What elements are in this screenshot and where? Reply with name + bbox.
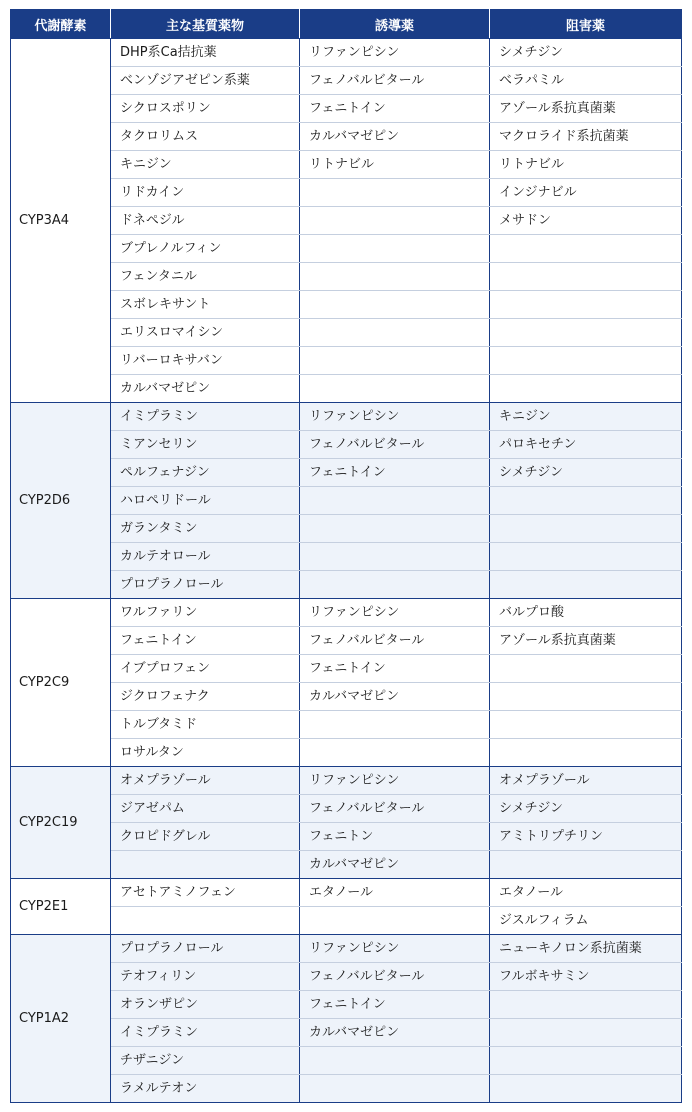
substrate-cell: ミアンセリン xyxy=(111,431,300,459)
table-row xyxy=(11,935,682,963)
table-row xyxy=(11,291,682,319)
inducer-cell: フェノバルビタール xyxy=(300,431,490,459)
inducer-cell xyxy=(300,179,490,207)
substrate-cell: オメプラゾール xyxy=(111,767,300,795)
substrate-cell: ジクロフェナク xyxy=(111,683,300,711)
inhibitor-cell: シメチジン xyxy=(490,459,682,487)
inhibitor-cell xyxy=(490,543,682,571)
inhibitor-cell xyxy=(490,235,682,263)
inducer-cell: リファンピシン xyxy=(300,767,490,795)
enzyme-name: CYP1A2 xyxy=(11,935,111,1103)
enzyme-group-cyp3a4 xyxy=(11,39,682,403)
inhibitor-cell: エタノール xyxy=(490,879,682,907)
substrate-cell: ロサルタン xyxy=(111,739,300,767)
inhibitor-cell xyxy=(490,711,682,739)
inhibitor-cell: リトナビル xyxy=(490,151,682,179)
substrate-cell: リドカイン xyxy=(111,179,300,207)
table-row xyxy=(11,403,682,431)
inducer-cell: フェノバルビタール xyxy=(300,795,490,823)
inhibitor-cell: アゾール系抗真菌薬 xyxy=(490,627,682,655)
inducer-cell: フェニトイン xyxy=(300,655,490,683)
inhibitor-cell xyxy=(490,347,682,375)
inhibitor-cell: フルボキサミン xyxy=(490,963,682,991)
table-row xyxy=(11,1047,682,1075)
inducer-cell xyxy=(300,263,490,291)
table-row xyxy=(11,823,682,851)
inducer-cell xyxy=(300,711,490,739)
substrate-cell: イミプラミン xyxy=(111,1019,300,1047)
substrate-cell: イブプロフェン xyxy=(111,655,300,683)
inhibitor-cell: シメチジン xyxy=(490,39,682,67)
inducer-cell: フェニトイン xyxy=(300,991,490,1019)
enzyme-group-cyp2d6 xyxy=(11,403,682,599)
table-row xyxy=(11,767,682,795)
inhibitor-cell xyxy=(490,291,682,319)
table-row xyxy=(11,39,682,67)
inhibitor-cell xyxy=(490,739,682,767)
cyp-enzyme-table xyxy=(10,9,682,1103)
inducer-cell: フェニトイン xyxy=(300,95,490,123)
inducer-cell xyxy=(300,487,490,515)
inhibitor-cell xyxy=(490,655,682,683)
table-row xyxy=(11,1019,682,1047)
table-row xyxy=(11,879,682,907)
substrate-cell: ブプレノルフィン xyxy=(111,235,300,263)
table-row xyxy=(11,963,682,991)
table-row xyxy=(11,711,682,739)
enzyme-name: CYP2E1 xyxy=(11,879,111,935)
substrate-cell: エリスロマイシン xyxy=(111,319,300,347)
inducer-cell xyxy=(300,1047,490,1075)
inducer-cell: フェノバルビタール xyxy=(300,67,490,95)
substrate-cell: プロプラノロール xyxy=(111,935,300,963)
inducer-cell xyxy=(300,739,490,767)
substrate-cell: フェニトイン xyxy=(111,627,300,655)
enzyme-name: CYP2D6 xyxy=(11,403,111,599)
inhibitor-cell xyxy=(490,515,682,543)
substrate-cell: カルテオロール xyxy=(111,543,300,571)
table-row xyxy=(11,515,682,543)
substrate-cell: テオフィリン xyxy=(111,963,300,991)
inducer-cell xyxy=(300,907,490,935)
inducer-cell xyxy=(300,319,490,347)
inhibitor-cell xyxy=(490,263,682,291)
substrate-cell: チザニジン xyxy=(111,1047,300,1075)
inducer-cell xyxy=(300,571,490,599)
inhibitor-cell xyxy=(490,1075,682,1103)
inducer-cell xyxy=(300,291,490,319)
inducer-cell xyxy=(300,515,490,543)
header-inducers: 誘導薬 xyxy=(300,10,490,39)
inducer-cell: カルバマゼピン xyxy=(300,683,490,711)
table-row xyxy=(11,487,682,515)
inducer-cell: リトナビル xyxy=(300,151,490,179)
header-inhibitors: 阻害薬 xyxy=(490,10,682,39)
table-row xyxy=(11,571,682,599)
substrate-cell: ペルフェナジン xyxy=(111,459,300,487)
table-row xyxy=(11,123,682,151)
table-row xyxy=(11,795,682,823)
inhibitor-cell: メサドン xyxy=(490,207,682,235)
substrate-cell: スボレキサント xyxy=(111,291,300,319)
table-row xyxy=(11,1075,682,1103)
substrate-cell: イミプラミン xyxy=(111,403,300,431)
header-enzyme: 代謝酵素 xyxy=(11,10,111,39)
inhibitor-cell: キニジン xyxy=(490,403,682,431)
table-row xyxy=(11,375,682,403)
inducer-cell xyxy=(300,235,490,263)
table-row xyxy=(11,459,682,487)
substrate-cell: オランザピン xyxy=(111,991,300,1019)
substrate-cell xyxy=(111,851,300,879)
inhibitor-cell: シメチジン xyxy=(490,795,682,823)
inhibitor-cell xyxy=(490,1019,682,1047)
inducer-cell xyxy=(300,347,490,375)
inducer-cell: リファンピシン xyxy=(300,935,490,963)
table-row xyxy=(11,347,682,375)
substrate-cell: ドネペジル xyxy=(111,207,300,235)
inhibitor-cell xyxy=(490,319,682,347)
substrate-cell: カルバマゼピン xyxy=(111,375,300,403)
inhibitor-cell xyxy=(490,1047,682,1075)
inducer-cell: フェニトイン xyxy=(300,459,490,487)
inhibitor-cell xyxy=(490,375,682,403)
inducer-cell: フェノバルビタール xyxy=(300,627,490,655)
inducer-cell: フェノバルビタール xyxy=(300,963,490,991)
enzyme-group-cyp2c9 xyxy=(11,599,682,767)
inducer-cell: リファンピシン xyxy=(300,403,490,431)
inhibitor-cell xyxy=(490,991,682,1019)
enzyme-name: CYP2C19 xyxy=(11,767,111,879)
substrate-cell: フェンタニル xyxy=(111,263,300,291)
table-row xyxy=(11,599,682,627)
table-row xyxy=(11,207,682,235)
table-row xyxy=(11,627,682,655)
substrate-cell: クロピドグレル xyxy=(111,823,300,851)
inducer-cell xyxy=(300,543,490,571)
inhibitor-cell: インジナビル xyxy=(490,179,682,207)
table-row xyxy=(11,991,682,1019)
substrate-cell: キニジン xyxy=(111,151,300,179)
table-row xyxy=(11,543,682,571)
inhibitor-cell: オメプラゾール xyxy=(490,767,682,795)
substrate-cell: ワルファリン xyxy=(111,599,300,627)
table-row xyxy=(11,179,682,207)
inducer-cell: カルバマゼピン xyxy=(300,1019,490,1047)
table-row xyxy=(11,739,682,767)
table-row xyxy=(11,67,682,95)
table-row xyxy=(11,151,682,179)
enzyme-name: CYP3A4 xyxy=(11,39,111,403)
inhibitor-cell: ジスルフィラム xyxy=(490,907,682,935)
header-row xyxy=(11,10,682,39)
enzyme-group-cyp1a2 xyxy=(11,935,682,1103)
enzyme-group-cyp2c19 xyxy=(11,767,682,879)
substrate-cell: DHP系Ca拮抗薬 xyxy=(111,39,300,67)
inducer-cell xyxy=(300,375,490,403)
substrate-cell: トルブタミド xyxy=(111,711,300,739)
substrate-cell: ラメルテオン xyxy=(111,1075,300,1103)
substrate-cell: アセトアミノフェン xyxy=(111,879,300,907)
substrate-cell: ジアゼパム xyxy=(111,795,300,823)
substrate-cell xyxy=(111,907,300,935)
inhibitor-cell: マクロライド系抗菌薬 xyxy=(490,123,682,151)
inhibitor-cell: パロキセチン xyxy=(490,431,682,459)
inhibitor-cell: アゾール系抗真菌薬 xyxy=(490,95,682,123)
table-row xyxy=(11,95,682,123)
inducer-cell: リファンピシン xyxy=(300,599,490,627)
table-row xyxy=(11,235,682,263)
inducer-cell xyxy=(300,1075,490,1103)
table-row xyxy=(11,319,682,347)
inhibitor-cell xyxy=(490,571,682,599)
header-substrates: 主な基質薬物 xyxy=(111,10,300,39)
enzyme-group-cyp2e1 xyxy=(11,879,682,935)
substrate-cell: ベンゾジアゼピン系薬 xyxy=(111,67,300,95)
table-row xyxy=(11,851,682,879)
inhibitor-cell: アミトリプチリン xyxy=(490,823,682,851)
inhibitor-cell xyxy=(490,851,682,879)
inhibitor-cell: ニューキノロン系抗菌薬 xyxy=(490,935,682,963)
table-row xyxy=(11,683,682,711)
table-row xyxy=(11,263,682,291)
inducer-cell: エタノール xyxy=(300,879,490,907)
inducer-cell: カルバマゼピン xyxy=(300,851,490,879)
inducer-cell: カルバマゼピン xyxy=(300,123,490,151)
table-header xyxy=(11,10,682,39)
inducer-cell: リファンピシン xyxy=(300,39,490,67)
inhibitor-cell: バルプロ酸 xyxy=(490,599,682,627)
enzyme-name: CYP2C9 xyxy=(11,599,111,767)
substrate-cell: ガランタミン xyxy=(111,515,300,543)
table-row xyxy=(11,431,682,459)
substrate-cell: リバーロキサバン xyxy=(111,347,300,375)
substrate-cell: ハロペリドール xyxy=(111,487,300,515)
inhibitor-cell xyxy=(490,487,682,515)
inducer-cell: フェニトン xyxy=(300,823,490,851)
inhibitor-cell: ベラパミル xyxy=(490,67,682,95)
table-row xyxy=(11,655,682,683)
substrate-cell: タクロリムス xyxy=(111,123,300,151)
inhibitor-cell xyxy=(490,683,682,711)
table-row xyxy=(11,907,682,935)
substrate-cell: プロプラノロール xyxy=(111,571,300,599)
inducer-cell xyxy=(300,207,490,235)
substrate-cell: シクロスポリン xyxy=(111,95,300,123)
